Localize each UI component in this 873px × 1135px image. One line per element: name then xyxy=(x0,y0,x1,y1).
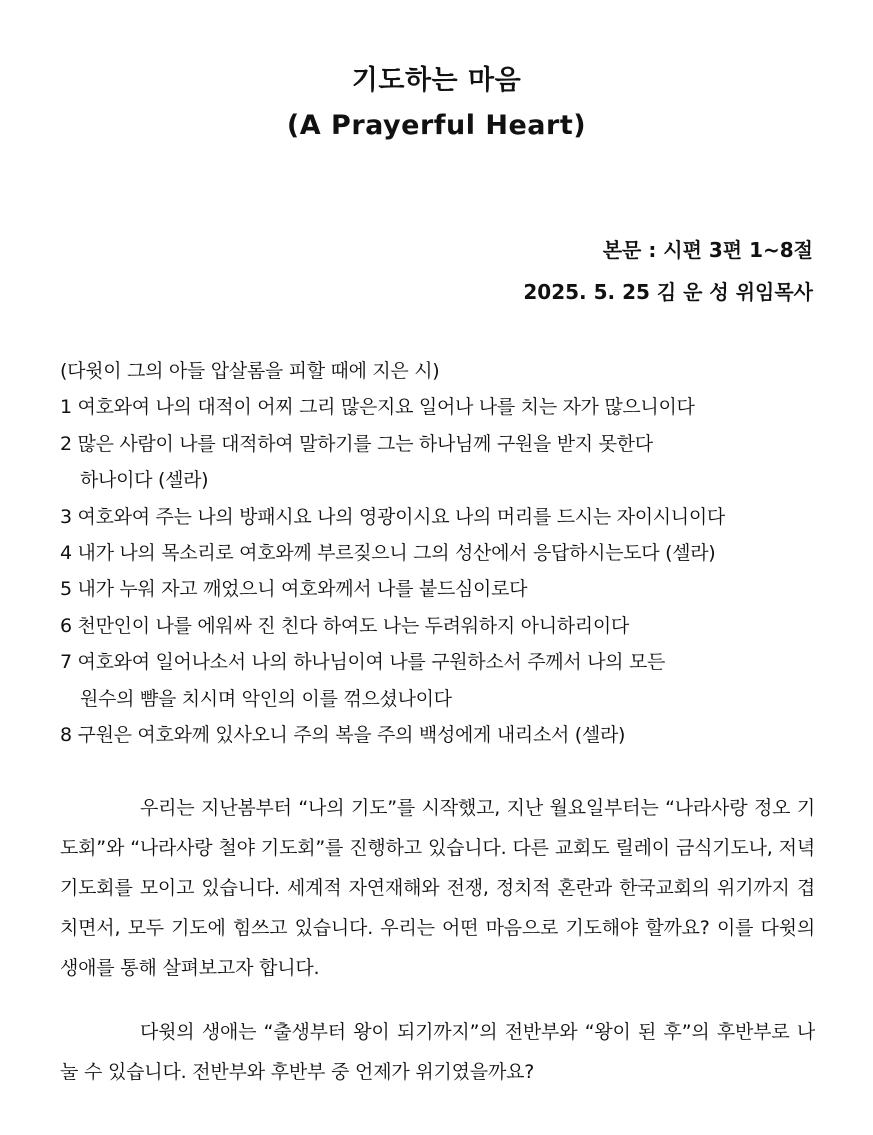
verse-3: 3 여호와여 주는 나의 방패시요 나의 영광이시요 나의 머리를 드시는 자이시니이다 xyxy=(60,505,725,528)
verse-6: 6 천만인이 나를 에워싸 진 친다 하여도 나는 두려워하지 아니하리이다 xyxy=(60,614,629,637)
body-paragraph: 우리는 지난봄부터 “나의 기도”를 시작했고, 지난 월요일부터는 “나라사랑 정오 기도회”와 “나라사랑 철야 기도회”를 진행하고 있습니다. 다른 교회도 릴레이 금식기도나, 저녁기도회를 모이고 있습니다. 세계적 자연재해와 전쟁, 정치적 혼란과 한국교회의 위기까지 겹치면서, 모두 기도에 힘쓰고 있습니다. 우리는 어떤 마음으로 기도해야 할까요? 이를 다윗의 생애를 통해 살펴보고자 합니다. xyxy=(60,797,815,979)
scripture-reference: 본문 : 시편 3편 1~8절 xyxy=(602,238,813,262)
verse-5: 5 내가 누워 자고 깨었으니 여호와께서 나를 붙드심이로다 xyxy=(60,578,528,601)
date-and-preacher: 2025. 5. 25 김 운 성 위임목사 xyxy=(523,280,813,304)
verse-2: 2 많은 사람이 나를 대적하여 말하기를 그는 하나님께 구원을 받지 못한다 xyxy=(60,432,653,455)
verse-1: 1 여호와여 나의 대적이 어찌 그리 많은지요 일어나 나를 치는 자가 많으니이다 xyxy=(60,396,695,419)
verse-7-continued: 원수의 뺨을 치시며 악인의 이를 꺾으셨나이다 xyxy=(80,687,452,710)
body-paragraph: 다윗의 생애는 “출생부터 왕이 되기까지”의 전반부와 “왕이 된 후”의 후반부로 나눌 수 있습니다. 전반부와 후반부 중 언제가 위기였을까요? xyxy=(60,1021,815,1083)
verse-7: 7 여호와여 일어나소서 나의 하나님이여 나를 구원하소서 주께서 나의 모든 xyxy=(60,651,666,674)
psalm-heading: (다윗이 그의 아들 압살롬을 피할 때에 지은 시) xyxy=(60,360,440,382)
scripture-passage xyxy=(60,353,820,753)
sermon-title-english: (A Prayerful Heart) xyxy=(286,110,587,141)
verse-2-continued: 하나이다 (셀라) xyxy=(80,469,209,492)
verse-4: 4 내가 나의 목소리로 여호와께 부르짖으니 그의 성산에서 응답하시는도다 (셀라) xyxy=(60,542,716,565)
verse-8: 8 구원은 여호와께 있사오니 주의 복을 주의 백성에게 내리소서 (셀라) xyxy=(60,724,626,747)
sermon-title-korean: 기도하는 마음 xyxy=(351,65,522,96)
